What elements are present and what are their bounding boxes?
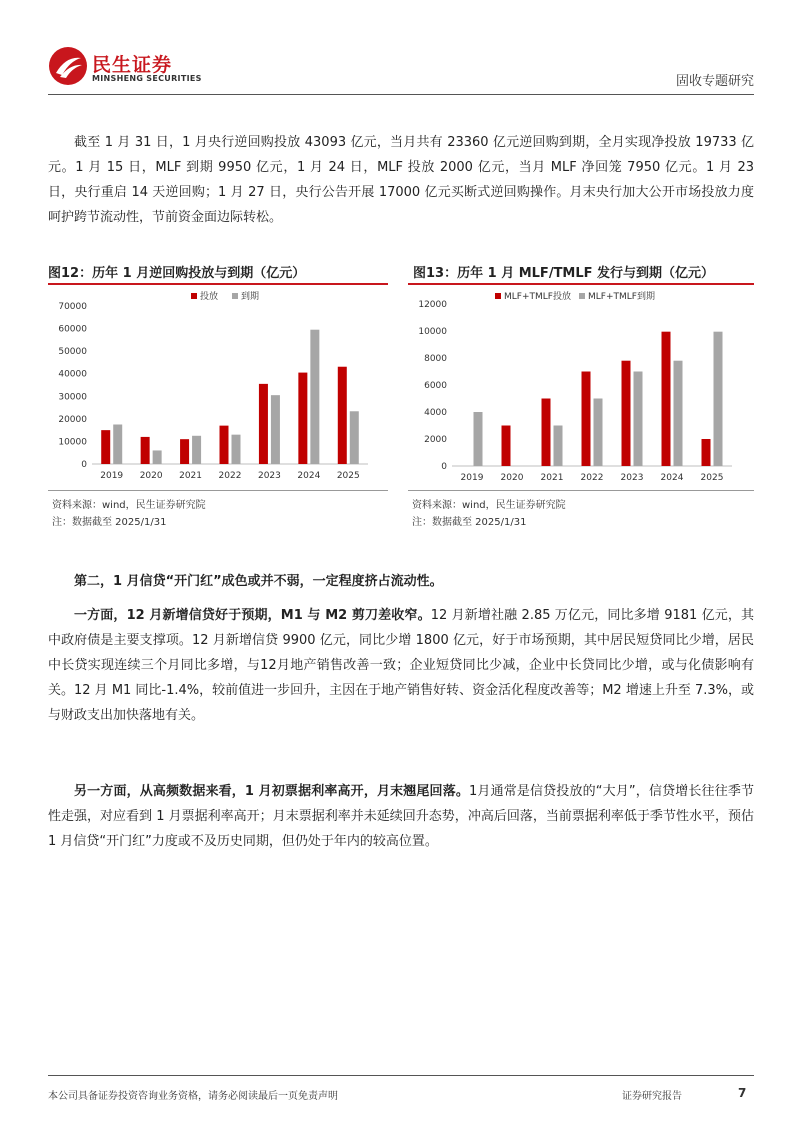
y-tick-label: 40000 (58, 369, 87, 380)
x-tick-label: 2021 (179, 471, 203, 481)
y-tick-label: 10000 (58, 437, 87, 448)
y-tick-label: 10000 (418, 327, 447, 337)
legend-swatch-0 (191, 293, 197, 299)
bar-issue-2022 (220, 426, 229, 464)
legend-swatch-1 (232, 293, 238, 299)
section2-paragraph-2 (48, 779, 754, 854)
legend-label-1: MLF+TMLF到期 (588, 292, 655, 302)
legend-label-1: 到期 (241, 292, 260, 302)
page-number: 7 (738, 1086, 747, 1100)
figure13-source: 资料来源：wind，民生证券研究院 (412, 500, 566, 511)
footer-disclaimer: 本公司具备证券投资咨询业务资格，请务必阅读最后一页免责声明 (48, 1091, 338, 1102)
report-type: 固收专题研究 (675, 74, 754, 89)
y-tick-label: 30000 (58, 392, 87, 403)
figure13-title: 图13：历年 1 月 MLF/TMLF 发行与到期（亿元） (413, 266, 715, 281)
bar-issue-2020 (141, 437, 150, 464)
bar-maturity-2020 (153, 450, 162, 464)
legend-label-0: 投放 (200, 292, 219, 302)
y-tick-label: 12000 (418, 300, 447, 310)
figure12-source: 资料来源：wind，民生证券研究院 (52, 500, 206, 511)
section2-p2-lead: 另一方面，从高频数据来看，1 月初票据利率高开，月末翘尾回落。 (74, 784, 469, 799)
figure13-title-rule (408, 283, 754, 285)
bar-maturity-2025 (714, 332, 723, 466)
minsheng-logo-icon (48, 46, 88, 86)
section2-paragraph-1 (48, 603, 754, 728)
section2-p1-body: 12 月新增社融 2.85 万亿元，同比多增 9181 亿元，其中政府债是主要支撑项。12 月新增信贷 9900 亿元，同比少增 1800 亿元，好于市场预期，其中居民短贷同比少增，居民中长贷实现连续三个月同比多增，与12月地产销售改善一致；企业短贷同比少减，企业中长贷同比少增，或与化债影响有关。12 月 M1 同比-1.4%，较前值进一步回升，主因在于地产销售好转、资金活化程度改善等；M2 增速上升至 7.3%，或与财政支出加快落地有关。 (48, 608, 754, 723)
x-tick-label: 2019 (460, 473, 484, 483)
legend-label-0: MLF+TMLF投放 (504, 292, 571, 302)
bar-issue-2023 (259, 384, 268, 464)
x-tick-label: 2024 (660, 473, 684, 483)
x-tick-label: 2020 (500, 473, 524, 483)
x-tick-label: 2025 (700, 473, 724, 483)
bar-maturity-2023 (634, 372, 643, 467)
section2-p2-body: 1月通常是信贷投放的“大月”，信贷增长往往季节性走强，对应看到 1 月票据利率高开；月末票据利率并未延续回升态势，冲高后回落，当前票据利率低于季节性水平，预估 1 月信贷“开门红”力度或不及历史同期，但仍处于年内的较高位置。 (48, 784, 754, 849)
intro-paragraph: 截至 1 月 31 日，1 月央行逆回购投放 43093 亿元，当月共有 23360 亿元逆回购到期，全月实现净投放 19733 亿元。1 月 15 日，MLF 到期 9950 亿元，1 月 24 日，MLF 投放 2000 亿元，当月 MLF 净回笼 7950 亿元。1 月 23 日，央行重启 14 天逆回购；1 月 27 日，央行公告开展 17000 亿元买断式逆回购操作。月末央行加大公开市场投放力度呵护跨节流动性，节前资金面边际转松。 (48, 135, 754, 225)
x-tick-label: 2020 (139, 471, 163, 481)
bar-maturity-2019 (474, 412, 483, 466)
y-tick-label: 20000 (58, 414, 87, 425)
bar-maturity-2022 (594, 399, 603, 467)
figure13-chart (408, 286, 754, 488)
x-tick-label: 2019 (100, 471, 124, 481)
x-tick-label: 2023 (620, 473, 644, 483)
x-tick-label: 2021 (540, 473, 564, 483)
footer-report-label: 证券研究报告 (622, 1091, 682, 1102)
figure13-note: 注：数据截至 2025/1/31 (412, 517, 527, 528)
bar-issue-2023 (622, 361, 631, 466)
page-header (48, 42, 754, 95)
x-tick-label: 2022 (218, 471, 242, 481)
figure12-source-rule (48, 490, 388, 491)
legend-swatch-0 (495, 293, 501, 299)
x-tick-label: 2024 (297, 471, 321, 481)
bar-maturity-2024 (310, 330, 319, 464)
figure12-title-rule (48, 283, 388, 285)
bar-maturity-2022 (232, 435, 241, 464)
figure13-source-rule (408, 490, 754, 491)
x-tick-label: 2025 (336, 471, 360, 481)
brand-name-en: MINSHENG SECURITIES (92, 74, 202, 83)
bar-issue-2021 (180, 439, 189, 464)
figure12-title: 图12：历年 1 月逆回购投放与到期（亿元） (48, 266, 306, 281)
bar-issue-2020 (502, 426, 511, 467)
y-tick-label: 6000 (424, 381, 447, 391)
y-tick-label: 2000 (424, 435, 447, 445)
x-tick-label: 2023 (257, 471, 281, 481)
bar-issue-2025 (702, 439, 711, 466)
section2-p1-lead: 一方面，12 月新增信贷好于预期，M1 与 M2 剪刀差收窄。 (74, 608, 431, 623)
figure12-note: 注：数据截至 2025/1/31 (52, 517, 167, 528)
section2-heading: 第二，1 月信贷“开门红”成色或并不弱，一定程度挤占流动性。 (74, 574, 443, 589)
y-tick-label: 70000 (58, 302, 87, 312)
bar-issue-2022 (582, 372, 591, 467)
brand-name-cn: 民生证券 (92, 54, 173, 76)
bar-maturity-2025 (350, 411, 359, 464)
bar-issue-2019 (101, 430, 110, 464)
legend-swatch-1 (579, 293, 585, 299)
bar-issue-2024 (662, 332, 671, 466)
y-tick-label: 60000 (58, 324, 87, 335)
bar-maturity-2024 (674, 361, 683, 466)
y-tick-label: 0 (81, 460, 87, 470)
y-tick-label: 4000 (424, 408, 447, 418)
bar-issue-2021 (542, 399, 551, 467)
bar-issue-2024 (298, 373, 307, 464)
y-tick-label: 0 (441, 462, 447, 472)
x-tick-label: 2022 (580, 473, 604, 483)
figure12-chart (48, 286, 388, 488)
bar-maturity-2019 (113, 425, 122, 465)
y-tick-label: 8000 (424, 354, 447, 364)
y-tick-label: 50000 (58, 347, 87, 358)
bar-maturity-2021 (192, 436, 201, 464)
bar-maturity-2021 (554, 426, 563, 467)
footer-rule (48, 1075, 754, 1076)
bar-issue-2025 (338, 367, 347, 464)
bar-maturity-2023 (271, 395, 280, 464)
